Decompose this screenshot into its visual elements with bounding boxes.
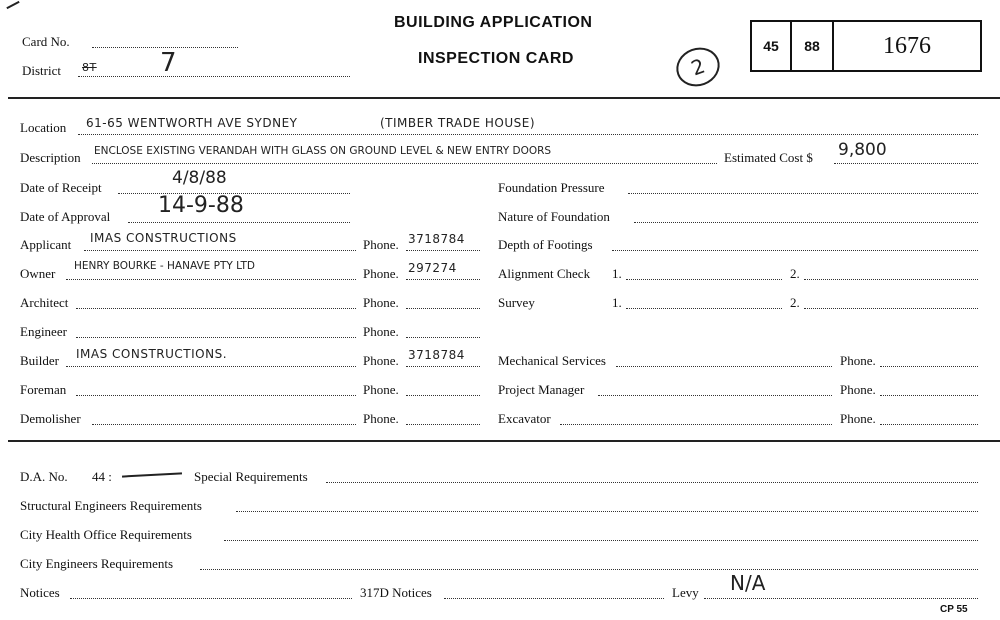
foreman-field[interactable] <box>76 382 356 396</box>
date-receipt-field[interactable] <box>118 180 350 194</box>
survey-num-2: 2. <box>790 295 800 310</box>
owner-phone-value: 297274 <box>408 261 457 275</box>
mechanical-label: Mechanical Services <box>498 353 606 368</box>
ref-box-a: 45 <box>752 22 792 70</box>
date-receipt-label: Date of Receipt <box>20 180 102 195</box>
form-subtitle: INSPECTION CARD <box>418 50 574 67</box>
mechanical-phone-field[interactable] <box>880 353 978 367</box>
alignment-field-1[interactable] <box>626 266 782 280</box>
estimated-cost-value: 9,800 <box>838 140 887 160</box>
notices-label: Notices <box>20 585 60 600</box>
divider-middle <box>8 440 1000 442</box>
engineer-phone-label: Phone. <box>363 324 399 339</box>
engineer-field[interactable] <box>76 324 356 338</box>
structural-field[interactable] <box>236 498 978 512</box>
alignment-check-label: Alignment Check <box>498 266 591 281</box>
applicant-phone-label: Phone. <box>363 237 399 252</box>
date-approval-label: Date of Approval <box>20 209 111 224</box>
demolisher-phone-label: Phone. <box>363 411 399 426</box>
owner-phone-label: Phone. <box>363 266 399 281</box>
levy-label: Levy <box>672 585 699 600</box>
foreman-phone-field[interactable] <box>406 382 480 396</box>
reference-box <box>750 20 982 72</box>
owner-label: Owner <box>20 266 56 281</box>
excavator-phone-label: Phone. <box>840 411 876 426</box>
date-approval-value: 14-9-88 <box>158 193 244 218</box>
tick-mark <box>6 1 19 9</box>
architect-phone-label: Phone. <box>363 295 399 310</box>
card-no-label: Card No. <box>22 34 70 49</box>
health-label: City Health Office Requirements <box>20 527 192 542</box>
alignment-field-2[interactable] <box>804 266 978 280</box>
ref-box-number: 1676 <box>883 32 931 59</box>
date-receipt-value: 4/8/88 <box>172 168 227 188</box>
location-value: 61-65 WENTWORTH AVE SYDNEY <box>86 116 298 130</box>
project-manager-phone-label: Phone. <box>840 382 876 397</box>
depth-footings-label: Depth of Footings <box>498 237 593 252</box>
engineer-label: Engineer <box>20 324 67 339</box>
levy-value: N/A <box>730 571 766 595</box>
engineers-field[interactable] <box>200 556 978 570</box>
da-no-label: D.A. No. <box>20 469 68 484</box>
owner-value: HENRY BOURKE - HANAVE PTY LTD <box>74 260 256 272</box>
notices-field[interactable] <box>70 585 352 599</box>
excavator-field[interactable] <box>560 411 832 425</box>
alignment-num-2: 2. <box>790 266 800 281</box>
depth-footings-field[interactable] <box>612 237 978 251</box>
form-title: BUILDING APPLICATION <box>394 14 593 31</box>
description-label: Description <box>20 150 81 165</box>
project-manager-phone-field[interactable] <box>880 382 978 396</box>
builder-phone-value: 3718784 <box>408 348 465 362</box>
survey-field-1[interactable] <box>626 295 782 309</box>
project-manager-label: Project Manager <box>498 382 585 397</box>
demolisher-field[interactable] <box>92 411 356 425</box>
special-requirements-label: Special Requirements <box>194 469 308 484</box>
survey-num-1: 1. <box>612 295 622 310</box>
location-label: Location <box>20 120 67 135</box>
estimated-cost-label: Estimated Cost $ <box>724 150 813 165</box>
foundation-pressure-field[interactable] <box>628 180 978 194</box>
district-struck-value: 8T <box>82 61 97 74</box>
structural-label: Structural Engineers Requirements <box>20 498 202 513</box>
nature-foundation-label: Nature of Foundation <box>498 209 610 224</box>
nature-foundation-field[interactable] <box>634 209 978 223</box>
card-no-field[interactable] <box>92 34 238 48</box>
architect-label: Architect <box>20 295 69 310</box>
survey-field-2[interactable] <box>804 295 978 309</box>
divider-top <box>8 97 1000 99</box>
engineer-phone-field[interactable] <box>406 324 480 338</box>
foreman-label: Foreman <box>20 382 67 397</box>
excavator-phone-field[interactable] <box>880 411 978 425</box>
builder-label: Builder <box>20 353 59 368</box>
form-code: CP 55 <box>940 604 968 615</box>
demolisher-label: Demolisher <box>20 411 81 426</box>
alignment-num-1: 1. <box>612 266 622 281</box>
ref-box-b: 88 <box>792 22 834 70</box>
da-dash <box>122 472 182 477</box>
district-label: District <box>22 63 61 78</box>
survey-label: Survey <box>498 295 535 310</box>
health-field[interactable] <box>224 527 978 541</box>
architect-field[interactable] <box>76 295 356 309</box>
builder-value: IMAS CONSTRUCTIONS. <box>76 347 228 361</box>
project-manager-field[interactable] <box>598 382 832 396</box>
district-field[interactable] <box>78 63 350 77</box>
foundation-pressure-label: Foundation Pressure <box>498 180 605 195</box>
mechanical-field[interactable] <box>616 353 832 367</box>
circled-mark <box>671 42 725 93</box>
location-note: (TIMBER TRADE HOUSE) <box>380 116 536 130</box>
da-no-value: 44 : <box>92 469 112 484</box>
foreman-phone-label: Phone. <box>363 382 399 397</box>
engineers-label: City Engineers Requirements <box>20 556 174 571</box>
excavator-label: Excavator <box>498 411 551 426</box>
mechanical-phone-label: Phone. <box>840 353 876 368</box>
special-requirements-field[interactable] <box>326 469 978 483</box>
demolisher-phone-field[interactable] <box>406 411 480 425</box>
builder-phone-label: Phone. <box>363 353 399 368</box>
applicant-label: Applicant <box>20 237 72 252</box>
description-value: ENCLOSE EXISTING VERANDAH WITH GLASS ON GROUND LEVEL & NEW ENTRY DOORS <box>94 145 552 157</box>
notices-317d-label: 317D Notices <box>360 585 432 600</box>
district-value: 7 <box>160 48 177 78</box>
architect-phone-field[interactable] <box>406 295 480 309</box>
notices-317d-field[interactable] <box>444 585 664 599</box>
applicant-phone-value: 3718784 <box>408 232 465 246</box>
applicant-value: IMAS CONSTRUCTIONS <box>90 231 237 245</box>
circled-mark-value: 2 <box>687 53 709 81</box>
